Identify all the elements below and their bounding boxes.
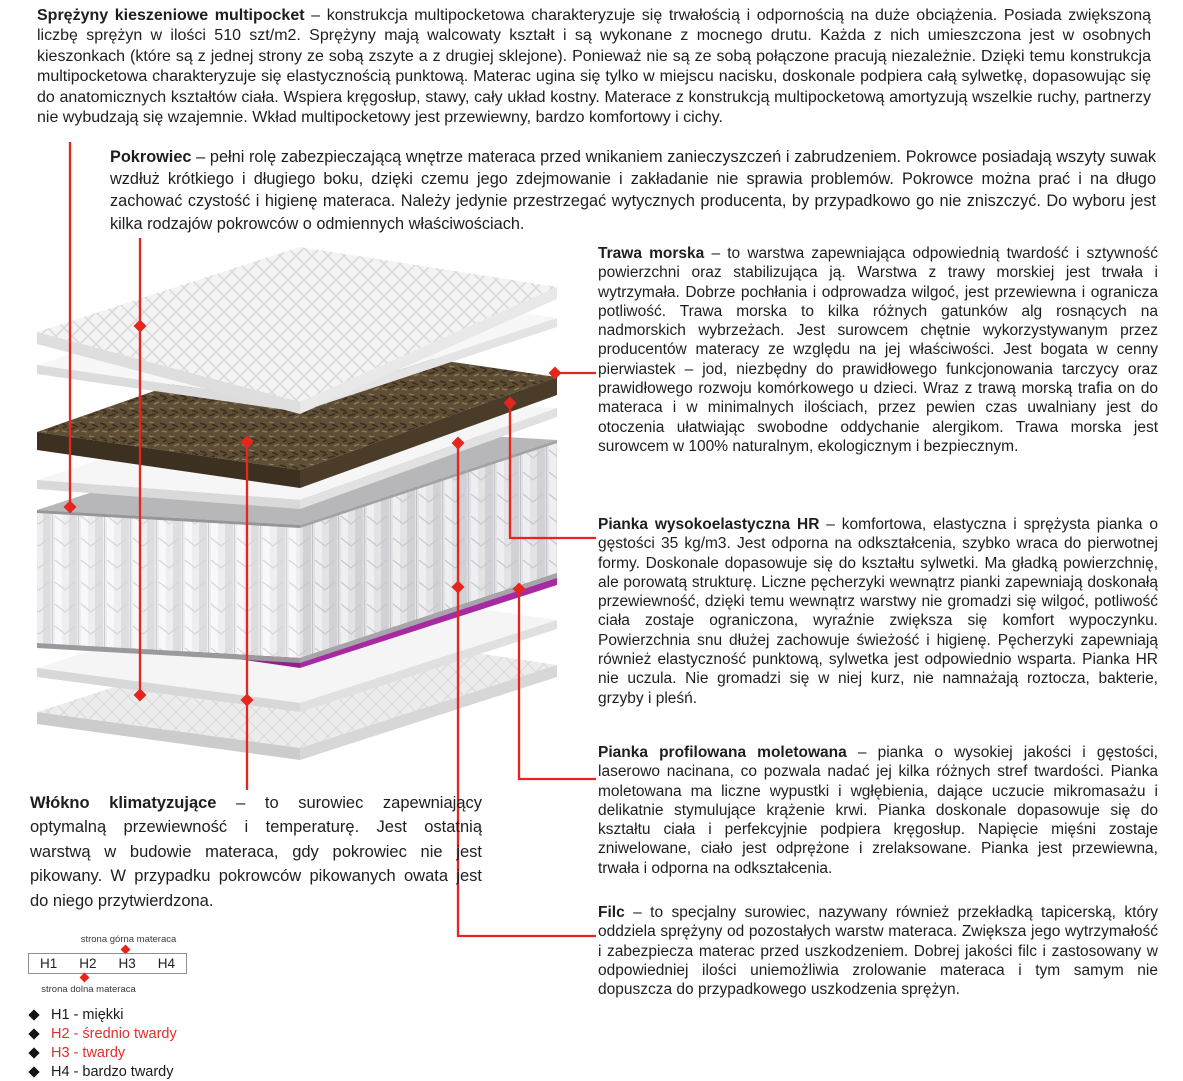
section-trawa-morska bbox=[598, 244, 1158, 456]
legend-label: H4 - bardzo twardy bbox=[51, 1063, 174, 1080]
diamond-icon bbox=[28, 1047, 39, 1058]
section-heading: Filc bbox=[598, 904, 625, 921]
hardness-cell-h3: H3 bbox=[118, 956, 136, 971]
legend-label: H1 - miękki bbox=[51, 1006, 124, 1023]
hardness-cell-h1: H1 bbox=[39, 956, 58, 971]
section-heading: Pianka profilowana moletowana bbox=[598, 744, 847, 761]
section-body: – to warstwa zapewniająca odpowiednią twardość i sztywność powierzchni oraz stabilizująca ją. Warstwa z trawy morskiej jest trwała i wytrzymała. Dobrze pochłania i odprowadza wilgoć, jest przewiewna i ogranicza potliwość. Trawa morska to kilka różnych gatunków alg rosnących na nadmorskich wybrzeżach. Jest surowcem chętnie wykorzystywanym przez producentów materacy ze względu na jej właściwości. Jest bogata w cenny pierwiastek – jod, niezbędny do prawidłowego funkcjonowania tarczycy oraz prawidłowego rozwoju komórkowego u dzieci. Wraz z trawą morską trafia on do materaca i w minimalnych ilościach, przez pewien czas uwalniany jest do otoczenia ułatwiając swobodne oddychanie alergikom. Trawa morska jest surowcem w 100% naturalnym, ekologicznym i bezpiecznym. bbox=[598, 245, 1158, 455]
section-body: – to specjalny surowiec, nazywany również przekładką tapicerską, który oddziela sprężyny od pozostałych warstw materaca. Zwiększa jego wytrzymałość i zabezpiecza materac przed uszkodzeniem. Dobrej jakości filc i zastosowany w odpowiedniej ilości uniemożliwia zrolowanie materaca i tym samym nie dopuszcza do przypadkowego uszkodzenia sprężyn. bbox=[598, 904, 1158, 999]
section-heading: Włókno klimatyzujące bbox=[30, 794, 217, 812]
section-body: – pianka o wysokiej jakości i gęstości, laserowo nacinana, co pozwala nadać jej kilka różnych stref twardości. Pianka moletowana ma liczne wypustki i wgłębienia, dające uczucie mikromasażu i delikatnie stymulujące krążenie krwi. Pianka doskonale dopasowuje się do kształtu ciała i perfekcyjnie podpiera kręgosłup. Napięcie mięśni zostaje zniwelowane, ciało jest odprężone i zrelaksowane. Pianka jest przewiewna, trwała i odporna na odkształcenia. bbox=[598, 744, 1158, 877]
legend-item-h1 bbox=[28, 1005, 177, 1024]
section-wlokno-klimatyzujace bbox=[30, 791, 482, 913]
section-heading: Pokrowiec bbox=[110, 148, 192, 166]
section-body: – komfortowa, elastyczna i sprężysta pianka o gęstości 35 kg/m3. Jest odporna na odkształcenia, szybko wraca do pierwotnej formy. Doskonale dopasowuje się do kształtu sylwetki. Ma gładką powierzchnię, ale porowatą strukturę. Liczne pęcherzyki wewnątrz pianki zapewniają doskonałą przewiewność, dzięki temu wewnątrz warstwy nie gromadzi się wilgoć, potliwość ciała zostaje ograniczona, wyraźnie zwiększa się komfort wypoczynku. Powierzchnia snu dłużej zachowuje świeżość i higienę. Pęcherzyki zapewniają również elastyczność punktową, sylwetka jest odpowiednio wsparta. Pianka HR nie uczula. Nie gromadzi się w niej kurz, nie namnażają roztocza, bakterie, grzyby i pleśń. bbox=[598, 516, 1158, 707]
legend-label: H3 - twardy bbox=[51, 1044, 126, 1061]
section-sprezyny-kieszeniowe bbox=[37, 6, 1151, 128]
legend-item-h4 bbox=[28, 1062, 177, 1081]
legend-label: H2 - średnio twardy bbox=[51, 1025, 177, 1042]
section-body: – konstrukcja multipocketowa charakteryzuje się trwałością i odpornością na duże obciążenia. Posiada zwiększoną liczbę sprężyn w ilości 510 szt/m2. Sprężyny mają walcowaty kształt i są wykonane z mocnego drutu. Każda z nich umieszczona jest w osobnych kieszonkach (które są z jednej strony ze sobą zszyte a z drugiej sklejone). Ponieważ nie są ze sobą połączone pracują niezależnie. Dzięki temu konstrukcja multipocketowa charakteryzuje się elastycznością punktową. Materac ugina się tylko w miejscu nacisku, doskonale podpiera całą sylwetkę, dopasowując się do anatomicznych kształtów ciała. Wspiera kręgosłup, stawy, cały układ kostny. Materace z konstrukcją multipocketową amortyzują wszelkie ruchy, partnerzy nie wybudzają się wzajemnie. Wkład multipocketowy jest przewiewny, bardzo komfortowy i cichy. bbox=[37, 7, 1151, 127]
section-pokrowiec bbox=[110, 146, 1156, 235]
section-pianka-hr bbox=[598, 515, 1158, 708]
legend-item-h3 bbox=[28, 1043, 177, 1062]
hardness-legend bbox=[28, 1005, 177, 1081]
legend-item-h2 bbox=[28, 1024, 177, 1043]
section-heading: Pianka wysokoelastyczna HR bbox=[598, 516, 820, 533]
hardness-cell-h4: H4 bbox=[157, 956, 175, 971]
section-body: – pełni rolę zabezpieczającą wnętrze materaca przed wnikaniem zanieczyszczeń i zabrudzeniem. Pokrowce posiadają wszyty suwak wzdłuż krótkiego i długiego boku, dzięki czemu jego zdejmowanie i zakładanie nie sprawia problemów. Pokrowce można prać i na długo zachować czystość i higienę materaca. Należy jedynie przestrzegać wytycznych producenta, by przypadkowo go nie zniszczyć. Do wyboru jest kilka rodzajów pokrowców o odmiennych właściwościach. bbox=[110, 148, 1156, 233]
diamond-icon bbox=[28, 1028, 39, 1039]
hardness-zones-table bbox=[28, 953, 187, 974]
hardness-bottom-side-label: strona dolna materaca bbox=[41, 984, 136, 995]
section-pianka-moletowana bbox=[598, 743, 1158, 878]
hardness-top-side-label: strona górna materaca bbox=[80, 934, 177, 945]
diamond-icon bbox=[28, 1066, 39, 1077]
hardness-cell-h2: H2 bbox=[79, 956, 97, 971]
diamond-icon bbox=[28, 1009, 39, 1020]
section-body: – to surowiec zapewniający optymalną przewiewność i temperaturę. Jest ostatnią warstwą w budowie materaca, gdy pokrowiec nie jest pikowany. W przypadku pokrowców pikowanych owata jest do niego przytwierdzona. bbox=[30, 794, 482, 910]
section-heading: Trawa morska bbox=[598, 245, 705, 262]
section-filc bbox=[598, 903, 1158, 999]
section-heading: Sprężyny kieszeniowe multipocket bbox=[37, 7, 305, 24]
